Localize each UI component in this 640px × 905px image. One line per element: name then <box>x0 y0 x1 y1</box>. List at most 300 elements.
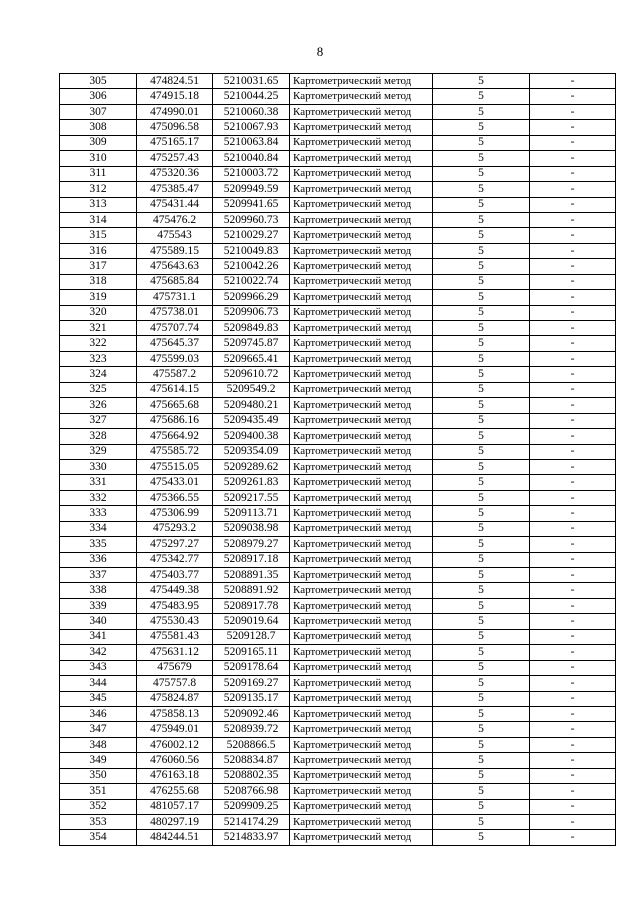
table-row <box>60 120 616 135</box>
point-number-cell: 328 <box>60 429 137 444</box>
note-cell: - <box>530 521 616 536</box>
accuracy-cell: 5 <box>433 676 530 691</box>
point-number-cell: 323 <box>60 351 137 366</box>
note-cell: - <box>530 737 616 752</box>
method-cell: Картометрический метод <box>290 166 433 181</box>
point-number-cell: 351 <box>60 784 137 799</box>
y-coordinate-cell: 5209480.21 <box>213 398 290 413</box>
table-row <box>60 413 616 428</box>
table-row <box>60 151 616 166</box>
x-coordinate-cell: 476163.18 <box>137 768 213 783</box>
y-coordinate-cell: 5208979.27 <box>213 537 290 552</box>
note-cell: - <box>530 459 616 474</box>
accuracy-cell: 5 <box>433 274 530 289</box>
y-coordinate-cell: 5214174.29 <box>213 815 290 830</box>
method-cell: Картометрический метод <box>290 629 433 644</box>
method-cell: Картометрический метод <box>290 243 433 258</box>
accuracy-cell: 5 <box>433 351 530 366</box>
method-cell: Картометрический метод <box>290 321 433 336</box>
table-row <box>60 290 616 305</box>
y-coordinate-cell: 5210029.27 <box>213 228 290 243</box>
coordinates-table <box>59 73 616 846</box>
y-coordinate-cell: 5210049.83 <box>213 243 290 258</box>
x-coordinate-cell: 475757.8 <box>137 676 213 691</box>
accuracy-cell: 5 <box>433 336 530 351</box>
note-cell: - <box>530 691 616 706</box>
point-number-cell: 318 <box>60 274 137 289</box>
x-coordinate-cell: 475530.43 <box>137 614 213 629</box>
y-coordinate-cell: 5208834.87 <box>213 753 290 768</box>
table-row <box>60 753 616 768</box>
point-number-cell: 326 <box>60 398 137 413</box>
accuracy-cell: 5 <box>433 815 530 830</box>
accuracy-cell: 5 <box>433 382 530 397</box>
note-cell: - <box>530 413 616 428</box>
table-row <box>60 89 616 104</box>
method-cell: Картометрический метод <box>290 413 433 428</box>
point-number-cell: 332 <box>60 490 137 505</box>
table-row <box>60 676 616 691</box>
table-row <box>60 490 616 505</box>
x-coordinate-cell: 475631.12 <box>137 645 213 660</box>
note-cell: - <box>530 722 616 737</box>
accuracy-cell: 5 <box>433 305 530 320</box>
note-cell: - <box>530 336 616 351</box>
y-coordinate-cell: 5208939.72 <box>213 722 290 737</box>
accuracy-cell: 5 <box>433 243 530 258</box>
note-cell: - <box>530 104 616 119</box>
x-coordinate-cell: 475599.03 <box>137 351 213 366</box>
note-cell: - <box>530 660 616 675</box>
accuracy-cell: 5 <box>433 212 530 227</box>
method-cell: Картометрический метод <box>290 197 433 212</box>
x-coordinate-cell: 475431.44 <box>137 197 213 212</box>
x-coordinate-cell: 475824.87 <box>137 691 213 706</box>
method-cell: Картометрический метод <box>290 676 433 691</box>
y-coordinate-cell: 5209165.11 <box>213 645 290 660</box>
x-coordinate-cell: 475585.72 <box>137 444 213 459</box>
point-number-cell: 319 <box>60 290 137 305</box>
note-cell: - <box>530 429 616 444</box>
x-coordinate-cell: 475385.47 <box>137 182 213 197</box>
table-row <box>60 351 616 366</box>
point-number-cell: 313 <box>60 197 137 212</box>
accuracy-cell: 5 <box>433 398 530 413</box>
table-row <box>60 197 616 212</box>
x-coordinate-cell: 475483.95 <box>137 598 213 613</box>
table-row <box>60 259 616 274</box>
x-coordinate-cell: 475685.84 <box>137 274 213 289</box>
point-number-cell: 348 <box>60 737 137 752</box>
method-cell: Картометрический метод <box>290 815 433 830</box>
table-row <box>60 706 616 721</box>
method-cell: Картометрический метод <box>290 753 433 768</box>
point-number-cell: 327 <box>60 413 137 428</box>
accuracy-cell: 5 <box>433 506 530 521</box>
x-coordinate-cell: 476060.56 <box>137 753 213 768</box>
point-number-cell: 336 <box>60 552 137 567</box>
note-cell: - <box>530 228 616 243</box>
x-coordinate-cell: 475293.2 <box>137 521 213 536</box>
x-coordinate-cell: 475515.05 <box>137 459 213 474</box>
accuracy-cell: 5 <box>433 521 530 536</box>
table-row <box>60 475 616 490</box>
accuracy-cell: 5 <box>433 475 530 490</box>
point-number-cell: 337 <box>60 568 137 583</box>
point-number-cell: 324 <box>60 367 137 382</box>
note-cell: - <box>530 182 616 197</box>
point-number-cell: 316 <box>60 243 137 258</box>
method-cell: Картометрический метод <box>290 104 433 119</box>
note-cell: - <box>530 274 616 289</box>
y-coordinate-cell: 5209289.62 <box>213 459 290 474</box>
y-coordinate-cell: 5209909.25 <box>213 799 290 814</box>
note-cell: - <box>530 598 616 613</box>
y-coordinate-cell: 5210040.84 <box>213 151 290 166</box>
x-coordinate-cell: 475320.36 <box>137 166 213 181</box>
method-cell: Картометрический метод <box>290 336 433 351</box>
point-number-cell: 310 <box>60 151 137 166</box>
y-coordinate-cell: 5209949.59 <box>213 182 290 197</box>
table-row <box>60 768 616 783</box>
note-cell: - <box>530 351 616 366</box>
x-coordinate-cell: 475543 <box>137 228 213 243</box>
x-coordinate-cell: 475297.27 <box>137 537 213 552</box>
note-cell: - <box>530 166 616 181</box>
method-cell: Картометрический метод <box>290 74 433 89</box>
x-coordinate-cell: 475738.01 <box>137 305 213 320</box>
note-cell: - <box>530 305 616 320</box>
table-row <box>60 645 616 660</box>
y-coordinate-cell: 5208917.18 <box>213 552 290 567</box>
method-cell: Картометрический метод <box>290 506 433 521</box>
note-cell: - <box>530 537 616 552</box>
x-coordinate-cell: 475949.01 <box>137 722 213 737</box>
note-cell: - <box>530 629 616 644</box>
x-coordinate-cell: 475731.1 <box>137 290 213 305</box>
point-number-cell: 335 <box>60 537 137 552</box>
table-row <box>60 382 616 397</box>
note-cell: - <box>530 506 616 521</box>
x-coordinate-cell: 474990.01 <box>137 104 213 119</box>
method-cell: Картометрический метод <box>290 429 433 444</box>
point-number-cell: 308 <box>60 120 137 135</box>
note-cell: - <box>530 583 616 598</box>
note-cell: - <box>530 151 616 166</box>
y-coordinate-cell: 5209665.41 <box>213 351 290 366</box>
accuracy-cell: 5 <box>433 583 530 598</box>
method-cell: Картометрический метод <box>290 120 433 135</box>
accuracy-cell: 5 <box>433 691 530 706</box>
accuracy-cell: 5 <box>433 135 530 150</box>
table-row <box>60 274 616 289</box>
y-coordinate-cell: 5209354.09 <box>213 444 290 459</box>
table-row <box>60 737 616 752</box>
x-coordinate-cell: 475257.43 <box>137 151 213 166</box>
table-row <box>60 552 616 567</box>
y-coordinate-cell: 5209745.87 <box>213 336 290 351</box>
note-cell: - <box>530 89 616 104</box>
note-cell: - <box>530 815 616 830</box>
x-coordinate-cell: 475858.13 <box>137 706 213 721</box>
accuracy-cell: 5 <box>433 259 530 274</box>
table-row <box>60 321 616 336</box>
y-coordinate-cell: 5209610.72 <box>213 367 290 382</box>
y-coordinate-cell: 5209128.7 <box>213 629 290 644</box>
point-number-cell: 353 <box>60 815 137 830</box>
method-cell: Картометрический метод <box>290 290 433 305</box>
accuracy-cell: 5 <box>433 166 530 181</box>
point-number-cell: 347 <box>60 722 137 737</box>
y-coordinate-cell: 5209966.29 <box>213 290 290 305</box>
method-cell: Картометрический метод <box>290 151 433 166</box>
accuracy-cell: 5 <box>433 768 530 783</box>
x-coordinate-cell: 475449.38 <box>137 583 213 598</box>
y-coordinate-cell: 5209960.73 <box>213 212 290 227</box>
page-number: 8 <box>316 44 324 59</box>
note-cell: - <box>530 830 616 845</box>
method-cell: Картометрический метод <box>290 706 433 721</box>
accuracy-cell: 5 <box>433 429 530 444</box>
table-row <box>60 722 616 737</box>
note-cell: - <box>530 444 616 459</box>
accuracy-cell: 5 <box>433 799 530 814</box>
method-cell: Картометрический метод <box>290 537 433 552</box>
accuracy-cell: 5 <box>433 490 530 505</box>
point-number-cell: 329 <box>60 444 137 459</box>
table-row <box>60 243 616 258</box>
method-cell: Картометрический метод <box>290 475 433 490</box>
method-cell: Картометрический метод <box>290 89 433 104</box>
method-cell: Картометрический метод <box>290 722 433 737</box>
method-cell: Картометрический метод <box>290 583 433 598</box>
note-cell: - <box>530 243 616 258</box>
x-coordinate-cell: 480297.19 <box>137 815 213 830</box>
table-row <box>60 305 616 320</box>
accuracy-cell: 5 <box>433 321 530 336</box>
x-coordinate-cell: 475679 <box>137 660 213 675</box>
y-coordinate-cell: 5209261.83 <box>213 475 290 490</box>
x-coordinate-cell: 475403.77 <box>137 568 213 583</box>
point-number-cell: 317 <box>60 259 137 274</box>
x-coordinate-cell: 476255.68 <box>137 784 213 799</box>
table-row <box>60 135 616 150</box>
accuracy-cell: 5 <box>433 660 530 675</box>
method-cell: Картометрический метод <box>290 645 433 660</box>
method-cell: Картометрический метод <box>290 521 433 536</box>
accuracy-cell: 5 <box>433 290 530 305</box>
accuracy-cell: 5 <box>433 89 530 104</box>
accuracy-cell: 5 <box>433 104 530 119</box>
note-cell: - <box>530 784 616 799</box>
method-cell: Картометрический метод <box>290 459 433 474</box>
y-coordinate-cell: 5209019.64 <box>213 614 290 629</box>
method-cell: Картометрический метод <box>290 490 433 505</box>
y-coordinate-cell: 5210042.26 <box>213 259 290 274</box>
method-cell: Картометрический метод <box>290 784 433 799</box>
y-coordinate-cell: 5208891.92 <box>213 583 290 598</box>
point-number-cell: 350 <box>60 768 137 783</box>
accuracy-cell: 5 <box>433 413 530 428</box>
x-coordinate-cell: 481057.17 <box>137 799 213 814</box>
y-coordinate-cell: 5209435.49 <box>213 413 290 428</box>
method-cell: Картометрический метод <box>290 768 433 783</box>
method-cell: Картометрический метод <box>290 444 433 459</box>
note-cell: - <box>530 753 616 768</box>
note-cell: - <box>530 645 616 660</box>
accuracy-cell: 5 <box>433 197 530 212</box>
point-number-cell: 322 <box>60 336 137 351</box>
y-coordinate-cell: 5210063.84 <box>213 135 290 150</box>
y-coordinate-cell: 5210067.93 <box>213 120 290 135</box>
y-coordinate-cell: 5210003.72 <box>213 166 290 181</box>
method-cell: Картометрический метод <box>290 737 433 752</box>
y-coordinate-cell: 5209038.98 <box>213 521 290 536</box>
note-cell: - <box>530 490 616 505</box>
table-row <box>60 799 616 814</box>
y-coordinate-cell: 5208766.98 <box>213 784 290 799</box>
note-cell: - <box>530 676 616 691</box>
y-coordinate-cell: 5210060.38 <box>213 104 290 119</box>
y-coordinate-cell: 5209217.55 <box>213 490 290 505</box>
method-cell: Картометрический метод <box>290 552 433 567</box>
table-row <box>60 336 616 351</box>
x-coordinate-cell: 474915.18 <box>137 89 213 104</box>
point-number-cell: 341 <box>60 629 137 644</box>
y-coordinate-cell: 5210031.65 <box>213 74 290 89</box>
table-row <box>60 660 616 675</box>
point-number-cell: 312 <box>60 182 137 197</box>
point-number-cell: 307 <box>60 104 137 119</box>
note-cell: - <box>530 768 616 783</box>
accuracy-cell: 5 <box>433 784 530 799</box>
method-cell: Картометрический метод <box>290 660 433 675</box>
x-coordinate-cell: 475306.99 <box>137 506 213 521</box>
y-coordinate-cell: 5209906.73 <box>213 305 290 320</box>
point-number-cell: 354 <box>60 830 137 845</box>
accuracy-cell: 5 <box>433 614 530 629</box>
method-cell: Картометрический метод <box>290 212 433 227</box>
table-row <box>60 367 616 382</box>
accuracy-cell: 5 <box>433 228 530 243</box>
method-cell: Картометрический метод <box>290 351 433 366</box>
x-coordinate-cell: 484244.51 <box>137 830 213 845</box>
method-cell: Картометрический метод <box>290 259 433 274</box>
table-row <box>60 629 616 644</box>
table-row <box>60 784 616 799</box>
point-number-cell: 344 <box>60 676 137 691</box>
note-cell: - <box>530 321 616 336</box>
point-number-cell: 343 <box>60 660 137 675</box>
y-coordinate-cell: 5208891.35 <box>213 568 290 583</box>
y-coordinate-cell: 5209400.38 <box>213 429 290 444</box>
point-number-cell: 342 <box>60 645 137 660</box>
x-coordinate-cell: 475686.16 <box>137 413 213 428</box>
accuracy-cell: 5 <box>433 537 530 552</box>
accuracy-cell: 5 <box>433 459 530 474</box>
x-coordinate-cell: 476002.12 <box>137 737 213 752</box>
method-cell: Картометрический метод <box>290 598 433 613</box>
method-cell: Картометрический метод <box>290 135 433 150</box>
note-cell: - <box>530 398 616 413</box>
point-number-cell: 340 <box>60 614 137 629</box>
x-coordinate-cell: 475589.15 <box>137 243 213 258</box>
x-coordinate-cell: 475581.43 <box>137 629 213 644</box>
note-cell: - <box>530 382 616 397</box>
note-cell: - <box>530 135 616 150</box>
table-row <box>60 166 616 181</box>
accuracy-cell: 5 <box>433 367 530 382</box>
table-row <box>60 568 616 583</box>
method-cell: Картометрический метод <box>290 568 433 583</box>
note-cell: - <box>530 552 616 567</box>
x-coordinate-cell: 475665.68 <box>137 398 213 413</box>
y-coordinate-cell: 5209941.65 <box>213 197 290 212</box>
y-coordinate-cell: 5209549.2 <box>213 382 290 397</box>
table-row <box>60 583 616 598</box>
x-coordinate-cell: 475433.01 <box>137 475 213 490</box>
method-cell: Картометрический метод <box>290 614 433 629</box>
point-number-cell: 338 <box>60 583 137 598</box>
point-number-cell: 352 <box>60 799 137 814</box>
table-row <box>60 74 616 89</box>
x-coordinate-cell: 475476.2 <box>137 212 213 227</box>
accuracy-cell: 5 <box>433 120 530 135</box>
x-coordinate-cell: 475643.63 <box>137 259 213 274</box>
x-coordinate-cell: 475096.58 <box>137 120 213 135</box>
note-cell: - <box>530 290 616 305</box>
x-coordinate-cell: 475366.55 <box>137 490 213 505</box>
y-coordinate-cell: 5214833.97 <box>213 830 290 845</box>
table-row <box>60 182 616 197</box>
y-coordinate-cell: 5209169.27 <box>213 676 290 691</box>
y-coordinate-cell: 5210022.74 <box>213 274 290 289</box>
table-row <box>60 104 616 119</box>
point-number-cell: 320 <box>60 305 137 320</box>
x-coordinate-cell: 475664.92 <box>137 429 213 444</box>
y-coordinate-cell: 5209135.17 <box>213 691 290 706</box>
accuracy-cell: 5 <box>433 598 530 613</box>
point-number-cell: 331 <box>60 475 137 490</box>
method-cell: Картометрический метод <box>290 799 433 814</box>
point-number-cell: 349 <box>60 753 137 768</box>
point-number-cell: 345 <box>60 691 137 706</box>
point-number-cell: 334 <box>60 521 137 536</box>
point-number-cell: 330 <box>60 459 137 474</box>
point-number-cell: 311 <box>60 166 137 181</box>
table-row <box>60 691 616 706</box>
note-cell: - <box>530 120 616 135</box>
note-cell: - <box>530 74 616 89</box>
x-coordinate-cell: 475645.37 <box>137 336 213 351</box>
point-number-cell: 325 <box>60 382 137 397</box>
note-cell: - <box>530 706 616 721</box>
method-cell: Картометрический метод <box>290 274 433 289</box>
table-row <box>60 459 616 474</box>
point-number-cell: 339 <box>60 598 137 613</box>
point-number-cell: 306 <box>60 89 137 104</box>
point-number-cell: 305 <box>60 74 137 89</box>
y-coordinate-cell: 5208917.78 <box>213 598 290 613</box>
table-row <box>60 614 616 629</box>
method-cell: Картометрический метод <box>290 182 433 197</box>
x-coordinate-cell: 475614.15 <box>137 382 213 397</box>
accuracy-cell: 5 <box>433 568 530 583</box>
accuracy-cell: 5 <box>433 830 530 845</box>
y-coordinate-cell: 5208802.35 <box>213 768 290 783</box>
x-coordinate-cell: 475165.17 <box>137 135 213 150</box>
x-coordinate-cell: 475707.74 <box>137 321 213 336</box>
